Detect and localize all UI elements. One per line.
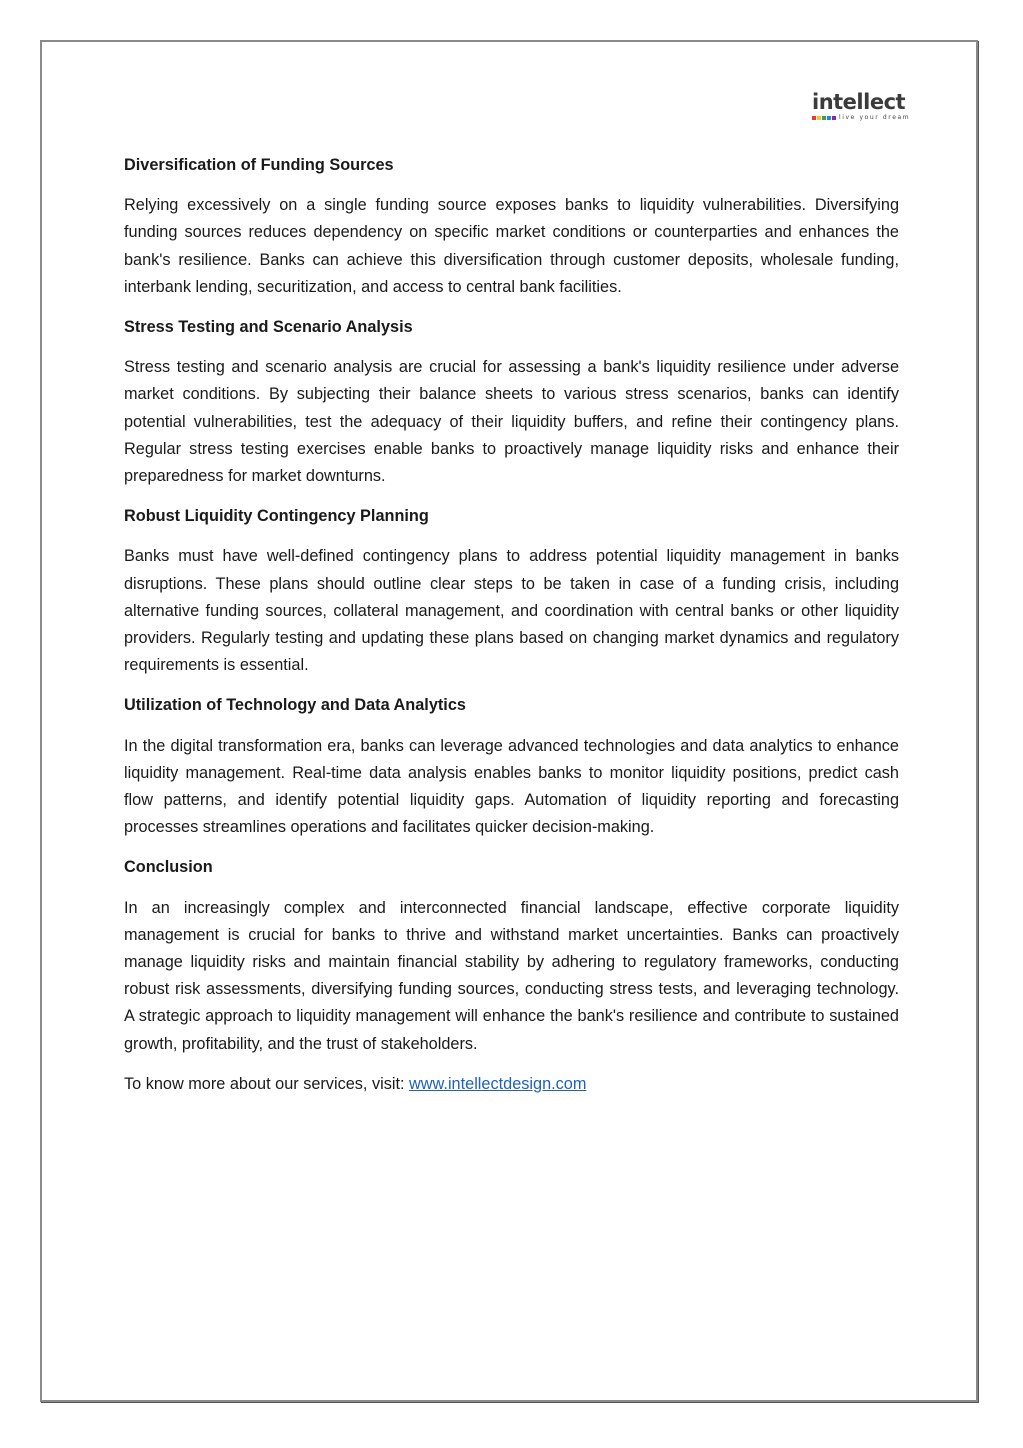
section-heading: Robust Liquidity Contingency Planning [124,507,429,526]
section-technology [124,692,899,841]
section-paragraph: In the digital transformation era, banks can leverage advanced technologies and data analytics to enhance liquidity management. Real-time data analysis enables banks to monitor liquidity positions, predict cash flow patterns, and identify potential liquidity gaps. Automation of liquidity reporting and forecasting processes streamlines operations and facilitates quicker decision-making. [124,736,899,837]
section-heading: Conclusion [124,858,213,877]
section-paragraph: Banks must have well-defined contingency plans to address potential liquidity management in banks disruptions. These plans should outline clear steps to be taken in case of a funding crisis, including alternative funding sources, collateral management, and coordination with central banks or other liquidity providers. Regularly testing and updating these plans based on changing market dynamics and regulatory requirements is essential. [124,547,899,675]
section-paragraph: Stress testing and scenario analysis are crucial for assessing a bank's liquidity resilience under adverse market conditions. By subjecting their balance sheets to various stress scenarios, banks can identify potential vulnerabilities, test the adequacy of their liquidity buffers, and refine their contingency plans. Regular stress testing exercises enable banks to proactively manage liquidity risks and enhance their preparedness for market downturns. [124,358,899,486]
section-heading: Stress Testing and Scenario Analysis [124,318,413,337]
section-contingency-planning [124,503,899,679]
section-paragraph: Relying excessively on a single funding source exposes banks to liquidity vulnerabilities. Diversifying funding sources reduces dependency on specific market conditions or counterparties and enhances the bank's resilience. Banks can achieve this diversification through customer deposits, wholesale funding, interbank lending, securitization, and access to central bank facilities. [124,196,899,296]
section-diversification [124,152,899,301]
section-conclusion [124,854,899,1057]
logo-dot-green [822,116,826,120]
logo-dot-yellow [817,116,821,120]
document-body [124,152,899,1098]
logo-dot-purple [832,116,836,120]
logo-color-dots [812,116,836,120]
logo-dot-blue [827,116,831,120]
website-link[interactable]: www.intellectdesign.com [409,1074,587,1093]
section-stress-testing [124,314,899,490]
intellect-logo [810,90,911,124]
visit-text: To know more about our services, visit: [124,1074,410,1093]
logo-tagline: live your dream [839,114,911,121]
section-heading: Diversification of Funding Sources [124,156,394,174]
visit-line [124,1071,899,1098]
logo-wordmark: intellect [812,90,906,114]
section-paragraph: In an increasingly complex and interconnected financial landscape, effective corporate liquidity management is crucial for banks to thrive and withstand market uncertainties. Banks can proactively manage liquidity risks and maintain financial stability by adhering to regulatory frameworks, conducting robust risk assessments, diversifying funding sources, conducting stress tests, and leveraging technology. A strategic approach to liquidity management will enhance the bank's resilience and contribute to sustained growth, profitability, and the trust of stakeholders. [124,898,899,1053]
logo-dot-red [812,116,816,120]
section-heading: Utilization of Technology and Data Analytics [124,696,466,715]
